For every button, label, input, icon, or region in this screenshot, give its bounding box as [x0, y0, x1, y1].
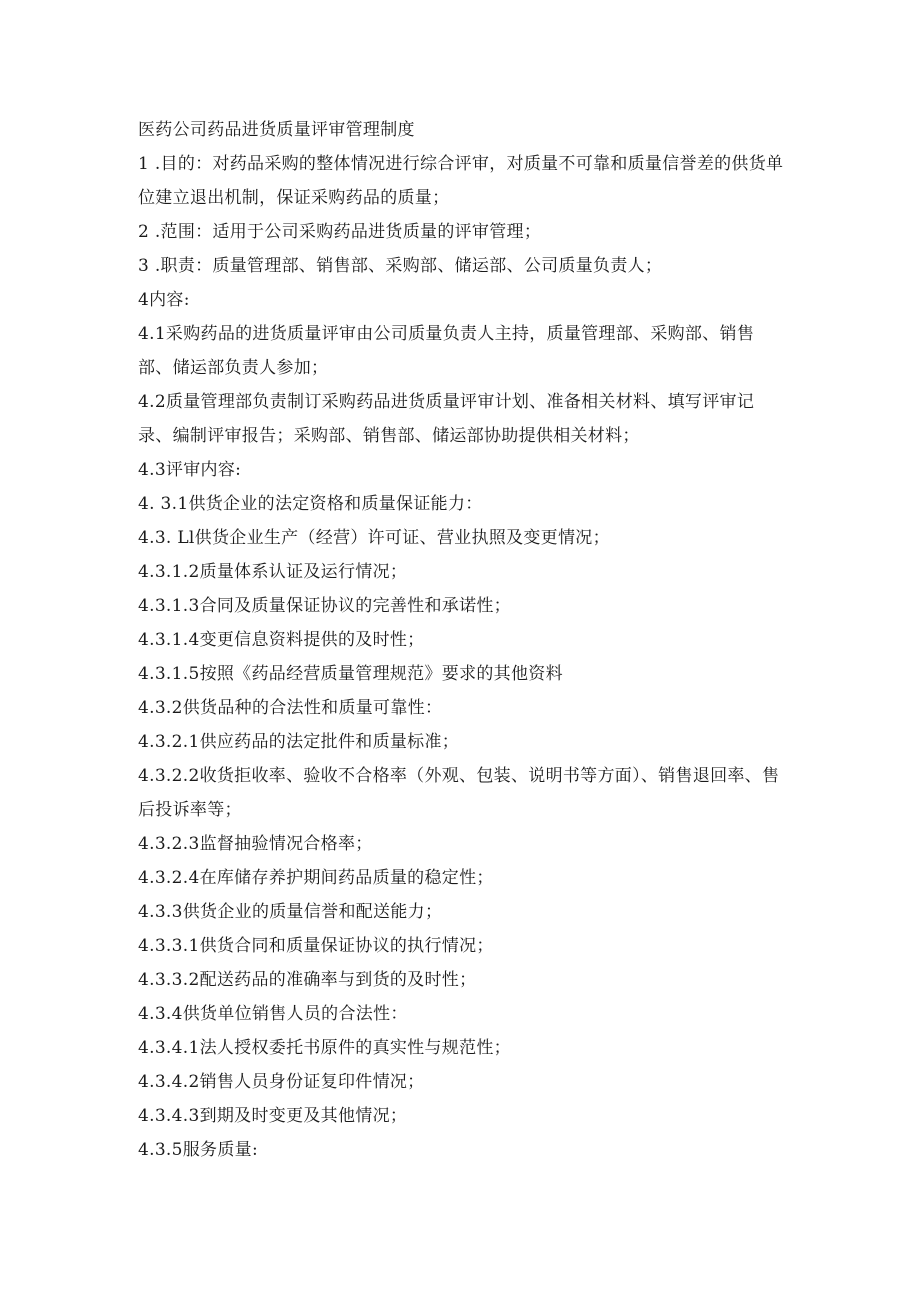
clause-4-3-5: 4.3.5服务质量:: [138, 1140, 258, 1160]
clause-4-3-1: 4. 3.1供货企业的法定资格和质量保证能力：: [138, 494, 483, 514]
clause-4-3-2: 4.3.2供货品种的合法性和质量可靠性：: [138, 698, 443, 718]
clause-4-3-4-2: 4.3.4.2销售人员身份证复印件情况；: [138, 1072, 425, 1092]
clause-4-3: 4.3评审内容:: [138, 460, 242, 480]
section-purpose: 1 .目的：对药品采购的整体情况进行综合评审，对质量不可靠和质量信誉差的供货单位建立退出机制，保证采购药品的质量；: [138, 154, 784, 208]
clause-4-3-3: 4.3.3供货企业的质量信誉和配送能力；: [138, 902, 443, 922]
clause-4-3-2-3: 4.3.2.3监督抽验情况合格率；: [138, 834, 373, 854]
clause-4-1: 4.1采购药品的进货质量评审由公司质量负责人主持，质量管理部、采购部、销售部、储运部负责人参加；: [138, 324, 755, 378]
document-body: [138, 113, 788, 1167]
clause-4-2: 4.2质量管理部负责制订采购药品进货质量评审计划、准备相关材料、填写评审记录、编制评审报告；采购部、销售部、储运部协助提供相关材料；: [138, 392, 755, 446]
section-responsibility: 3 .职责：质量管理部、销售部、采购部、储运部、公司质量负责人；: [138, 256, 663, 276]
section-scope: 2 .范围：适用于公司采购药品进货质量的评审管理；: [138, 222, 542, 242]
clause-4-3-2-4: 4.3.2.4在库储存养护期间药品质量的稳定性；: [138, 868, 494, 888]
clause-4-3-1-1: 4.3. Ll供货企业生产（经营）许可证、营业执照及变更情况；: [138, 528, 610, 548]
clause-4-3-1-2: 4.3.1.2质量体系认证及运行情况；: [138, 562, 408, 582]
clause-4-3-2-1: 4.3.2.1供应药品的法定批件和质量标准；: [138, 732, 460, 752]
clause-4-3-3-1: 4.3.3.1供货合同和质量保证协议的执行情况；: [138, 936, 494, 956]
section-content-heading: 4内容:: [138, 290, 190, 310]
document-title: 医药公司药品进货质量评审管理制度: [138, 120, 415, 140]
clause-4-3-1-4: 4.3.1.4变更信息资料提供的及时性；: [138, 630, 425, 650]
clause-4-3-4-3: 4.3.4.3到期及时变更及其他情况；: [138, 1106, 408, 1126]
clause-4-3-4-1: 4.3.4.1法人授权委托书原件的真实性与规范性；: [138, 1038, 511, 1058]
clause-4-3-4: 4.3.4供货单位销售人员的合法性：: [138, 1004, 408, 1024]
clause-4-3-1-3: 4.3.1.3合同及质量保证协议的完善性和承诺性；: [138, 596, 511, 616]
clause-4-3-1-5: 4.3.1.5按照《药品经营质量管理规范》要求的其他资料: [138, 664, 563, 684]
clause-4-3-2-2: 4.3.2.2收货拒收率、验收不合格率（外观、包装、说明书等方面）、销售退回率、售后投诉率等；: [138, 766, 780, 820]
clause-4-3-3-2: 4.3.3.2配送药品的准确率与到货的及时性；: [138, 970, 477, 990]
